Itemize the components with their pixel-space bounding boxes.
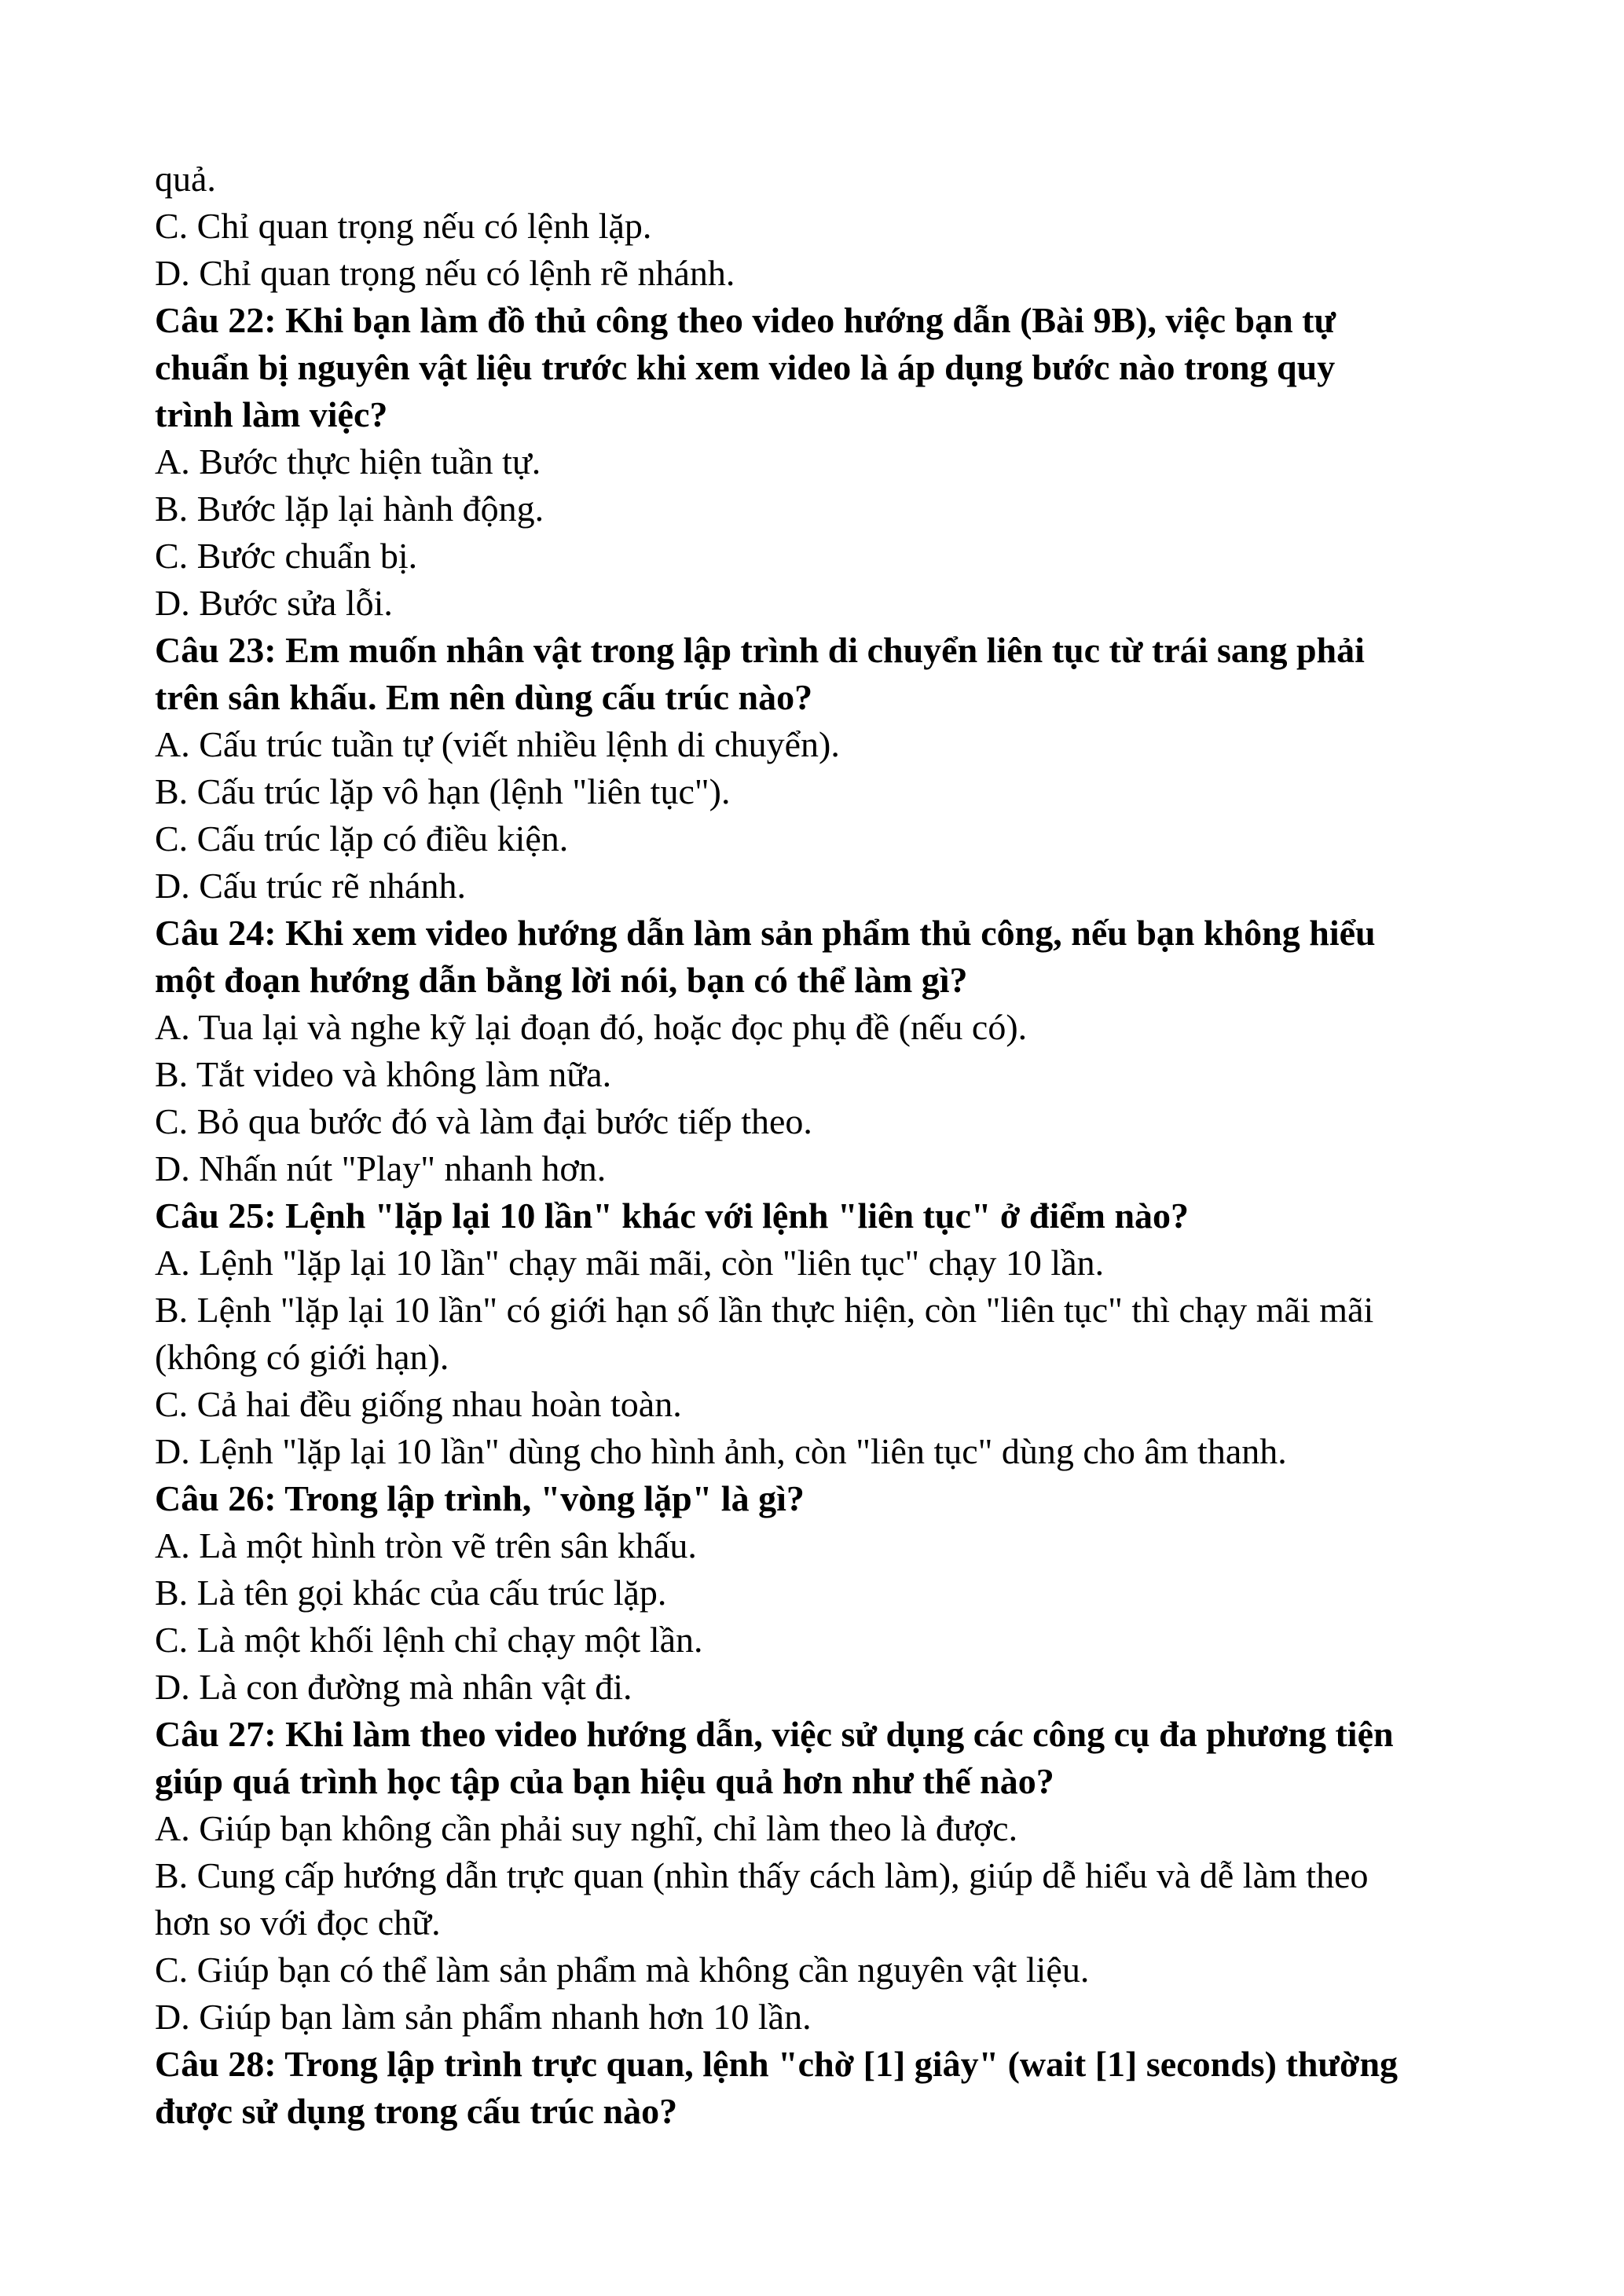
body-text-line: A. Lệnh "lặp lại 10 lần" chạy mãi mãi, còn "liên tục" chạy 10 lần.	[155, 1243, 1105, 1283]
document-body	[155, 156, 1530, 2135]
body-text-line: A. Là một hình tròn vẽ trên sân khấu.	[155, 1525, 697, 1565]
question-text-line: trình làm việc?	[155, 394, 388, 434]
body-text-line: C. Bỏ qua bước đó và làm đại bước tiếp theo.	[155, 1101, 812, 1141]
question-text-line: Câu 28: Trong lập trình trực quan, lệnh "chờ [1] giây" (wait [1] seconds) thường	[155, 2044, 1399, 2084]
body-text-line: C. Giúp bạn có thể làm sản phẩm mà không cần nguyên vật liệu.	[155, 1950, 1090, 1990]
question-text-line: chuẩn bị nguyên vật liệu trước khi xem video là áp dụng bước nào trong quy	[155, 347, 1336, 387]
body-text-line: C. Chỉ quan trọng nếu có lệnh lặp.	[155, 206, 652, 246]
body-text-line: quả.	[155, 159, 216, 199]
body-text-line: B. Cung cấp hướng dẫn trực quan (nhìn thấy cách làm), giúp dễ hiểu và dễ làm theo	[155, 1855, 1369, 1895]
question-text-line: Câu 26: Trong lập trình, "vòng lặp" là gì?	[155, 1478, 805, 1518]
body-text-line: D. Giúp bạn làm sản phẩm nhanh hơn 10 lần.	[155, 1997, 812, 2037]
question-text-line: giúp quá trình học tập của bạn hiệu quả hơn như thế nào?	[155, 1761, 1054, 1801]
question-text-line: Câu 27: Khi làm theo video hướng dẫn, việc sử dụng các công cụ đa phương tiện	[155, 1714, 1394, 1754]
body-text-line: D. Chỉ quan trọng nếu có lệnh rẽ nhánh.	[155, 253, 735, 293]
body-text-line: C. Bước chuẩn bị.	[155, 536, 418, 576]
question-text-line: được sử dụng trong cấu trúc nào?	[155, 2091, 678, 2131]
body-text-line: D. Lệnh "lặp lại 10 lần" dùng cho hình ảnh, còn "liên tục" dùng cho âm thanh.	[155, 1431, 1287, 1471]
question-text-line: trên sân khấu. Em nên dùng cấu trúc nào?	[155, 677, 813, 717]
body-text-line: hơn so với đọc chữ.	[155, 1902, 441, 1943]
body-text-line: B. Là tên gọi khác của cấu trúc lặp.	[155, 1573, 667, 1613]
body-text-line: B. Tắt video và không làm nữa.	[155, 1054, 612, 1094]
body-text-line: A. Giúp bạn không cần phải suy nghĩ, chỉ làm theo là được.	[155, 1808, 1018, 1848]
body-text-line: C. Cấu trúc lặp có điều kiện.	[155, 818, 569, 859]
body-text-line: D. Là con đường mà nhân vật đi.	[155, 1667, 632, 1707]
question-text-line: Câu 22: Khi bạn làm đồ thủ công theo video hướng dẫn (Bài 9B), việc bạn tự	[155, 300, 1336, 340]
body-text-line: A. Cấu trúc tuần tự (viết nhiều lệnh di chuyển).	[155, 724, 840, 764]
body-text-line: B. Bước lặp lại hành động.	[155, 489, 544, 529]
question-text-line: Câu 25: Lệnh "lặp lại 10 lần" khác với lệnh "liên tục" ở điểm nào?	[155, 1196, 1190, 1236]
body-text-line: (không có giới hạn).	[155, 1337, 449, 1377]
question-text-line: một đoạn hướng dẫn bằng lời nói, bạn có thể làm gì?	[155, 960, 968, 1000]
body-text-line: B. Cấu trúc lặp vô hạn (lệnh "liên tục").	[155, 771, 731, 811]
body-text-line: B. Lệnh "lặp lại 10 lần" có giới hạn số lần thực hiện, còn "liên tục" thì chạy mãi mãi	[155, 1290, 1374, 1330]
body-text-line: C. Là một khối lệnh chỉ chạy một lần.	[155, 1620, 703, 1660]
body-text-line: D. Bước sửa lỗi.	[155, 583, 393, 623]
body-text-line: D. Cấu trúc rẽ nhánh.	[155, 866, 466, 906]
question-text-line: Câu 23: Em muốn nhân vật trong lập trình di chuyển liên tục từ trái sang phải	[155, 630, 1365, 670]
body-text-line: A. Bước thực hiện tuần tự.	[155, 441, 541, 482]
body-text-line: D. Nhấn nút "Play" nhanh hơn.	[155, 1148, 607, 1188]
question-text-line: Câu 24: Khi xem video hướng dẫn làm sản phẩm thủ công, nếu bạn không hiểu	[155, 913, 1376, 953]
body-text-line: C. Cả hai đều giống nhau hoàn toàn.	[155, 1384, 682, 1424]
body-text-line: A. Tua lại và nghe kỹ lại đoạn đó, hoặc đọc phụ đề (nếu có).	[155, 1007, 1028, 1047]
